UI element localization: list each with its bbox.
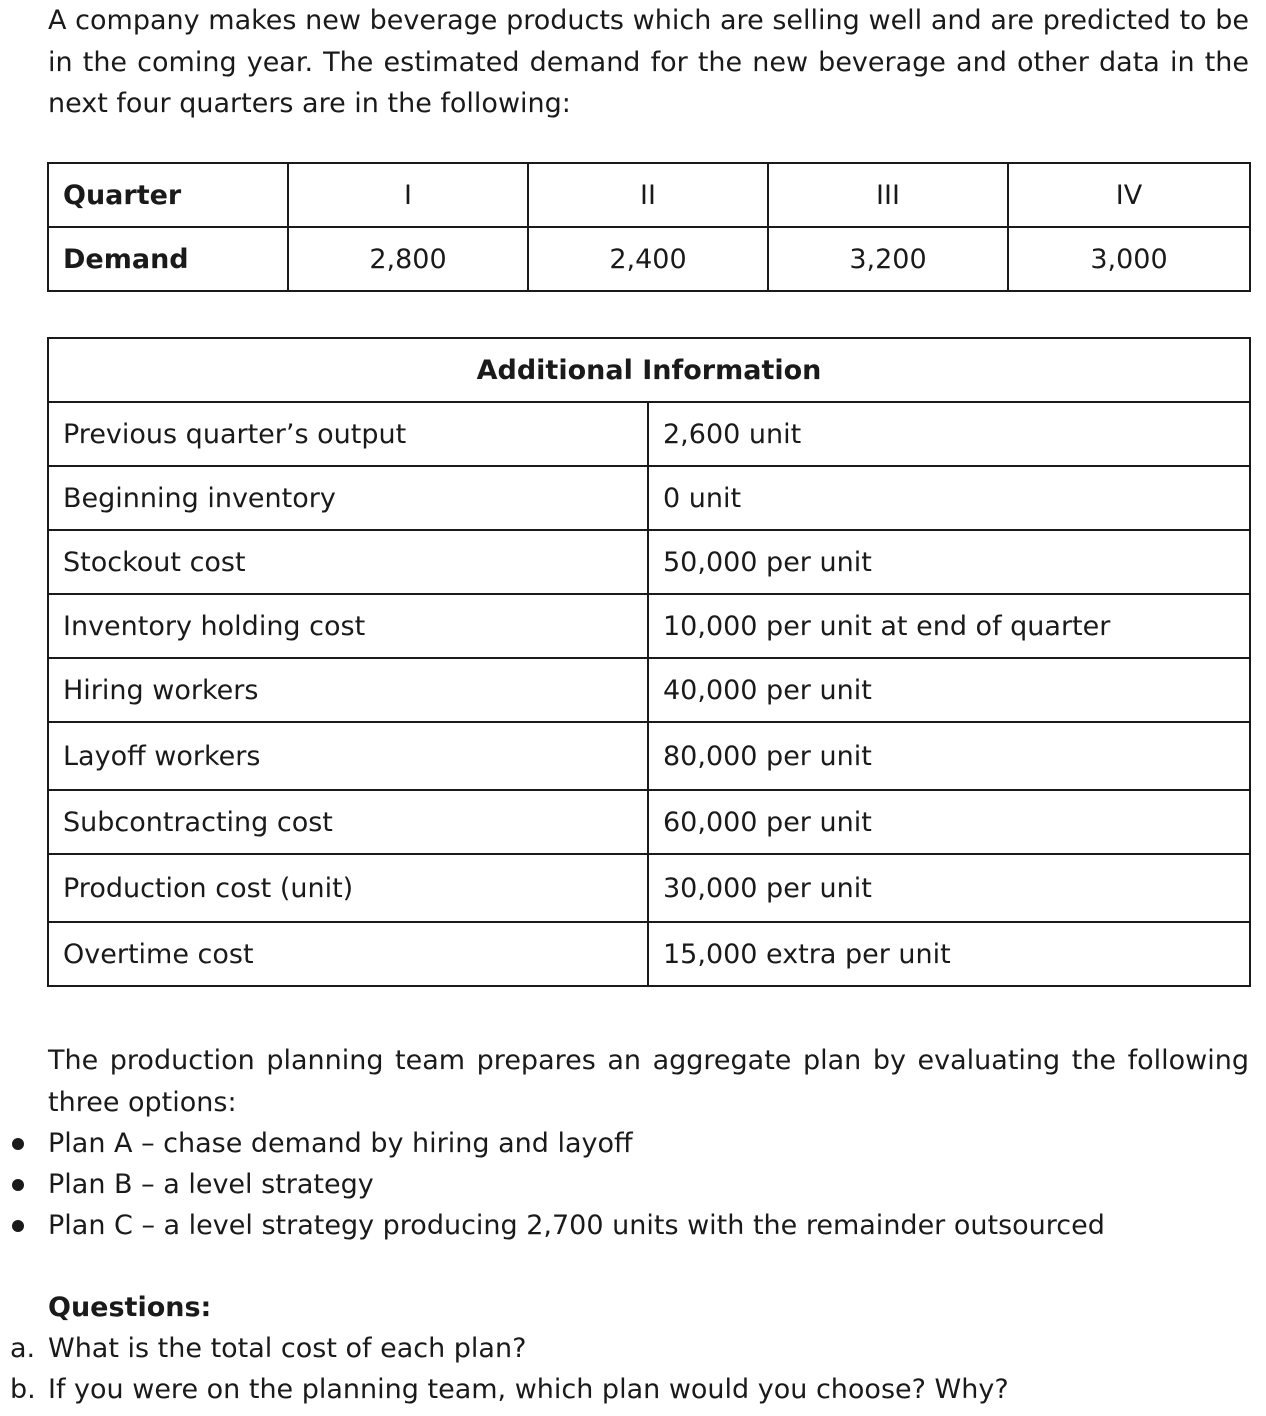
quarter-3: III bbox=[768, 163, 1008, 227]
demand-table bbox=[47, 162, 1251, 292]
demand-q4: 3,000 bbox=[1008, 227, 1250, 291]
plan-item bbox=[0, 1123, 1105, 1164]
plan-list bbox=[0, 1123, 1105, 1246]
info-label: Subcontracting cost bbox=[48, 790, 648, 854]
info-label: Beginning inventory bbox=[48, 466, 648, 530]
info-row bbox=[48, 402, 1250, 466]
question-text: If you were on the planning team, which plan would you choose? Why? bbox=[48, 1374, 1009, 1405]
info-value: 15,000 extra per unit bbox=[648, 922, 1250, 986]
additional-info-table bbox=[47, 337, 1251, 987]
info-title-row bbox=[48, 338, 1250, 402]
info-value: 2,600 unit bbox=[648, 402, 1250, 466]
info-row bbox=[48, 594, 1250, 658]
quarter-1: I bbox=[288, 163, 528, 227]
info-value: 10,000 per unit at end of quarter bbox=[648, 594, 1250, 658]
demand-q1: 2,800 bbox=[288, 227, 528, 291]
quarter-row bbox=[48, 163, 1250, 227]
info-label: Production cost (unit) bbox=[48, 854, 648, 922]
question-text: What is the total cost of each plan? bbox=[48, 1333, 527, 1364]
question-list bbox=[0, 1328, 1009, 1410]
info-row bbox=[48, 722, 1250, 790]
plan-text: Plan B – a level strategy bbox=[48, 1169, 374, 1200]
plan-item bbox=[0, 1205, 1105, 1246]
info-value: 30,000 per unit bbox=[648, 854, 1250, 922]
questions-heading: Questions: bbox=[48, 1292, 212, 1323]
plan-text: Plan C – a level strategy producing 2,700 units with the remainder outsourced bbox=[48, 1210, 1105, 1241]
info-value: 80,000 per unit bbox=[648, 722, 1250, 790]
demand-row bbox=[48, 227, 1250, 291]
info-table-title: Additional Information bbox=[48, 338, 1250, 402]
bullet-icon bbox=[12, 1138, 24, 1150]
question-item bbox=[0, 1369, 1009, 1410]
demand-q2: 2,400 bbox=[528, 227, 768, 291]
info-value: 50,000 per unit bbox=[648, 530, 1250, 594]
plan-item bbox=[0, 1164, 1105, 1205]
question-marker: a. bbox=[10, 1333, 36, 1364]
info-label: Inventory holding cost bbox=[48, 594, 648, 658]
info-label: Hiring workers bbox=[48, 658, 648, 722]
info-row bbox=[48, 790, 1250, 854]
planning-paragraph: The production planning team prepares an aggregate plan by evaluating the following three options: bbox=[48, 1045, 1249, 1118]
info-value: 60,000 per unit bbox=[648, 790, 1250, 854]
intro-paragraph: A company makes new beverage products which are selling well and are predicted to be in the coming year. The estimated demand for the new beverage and other data in the next four quarters are in the following: bbox=[48, 5, 1249, 119]
quarter-2: II bbox=[528, 163, 768, 227]
info-row bbox=[48, 658, 1250, 722]
demand-q3: 3,200 bbox=[768, 227, 1008, 291]
plan-text: Plan A – chase demand by hiring and layoff bbox=[48, 1128, 633, 1159]
info-row bbox=[48, 854, 1250, 922]
question-marker: b. bbox=[10, 1374, 36, 1405]
demand-label: Demand bbox=[48, 227, 288, 291]
info-value: 40,000 per unit bbox=[648, 658, 1250, 722]
quarter-label: Quarter bbox=[48, 163, 288, 227]
bullet-icon bbox=[12, 1220, 24, 1232]
info-value: 0 unit bbox=[648, 466, 1250, 530]
info-label: Overtime cost bbox=[48, 922, 648, 986]
info-label: Stockout cost bbox=[48, 530, 648, 594]
info-row bbox=[48, 530, 1250, 594]
info-row bbox=[48, 466, 1250, 530]
info-row bbox=[48, 922, 1250, 986]
info-label: Previous quarter’s output bbox=[48, 402, 648, 466]
quarter-4: IV bbox=[1008, 163, 1250, 227]
question-item bbox=[0, 1328, 1009, 1369]
bullet-icon bbox=[12, 1179, 24, 1191]
info-label: Layoff workers bbox=[48, 722, 648, 790]
